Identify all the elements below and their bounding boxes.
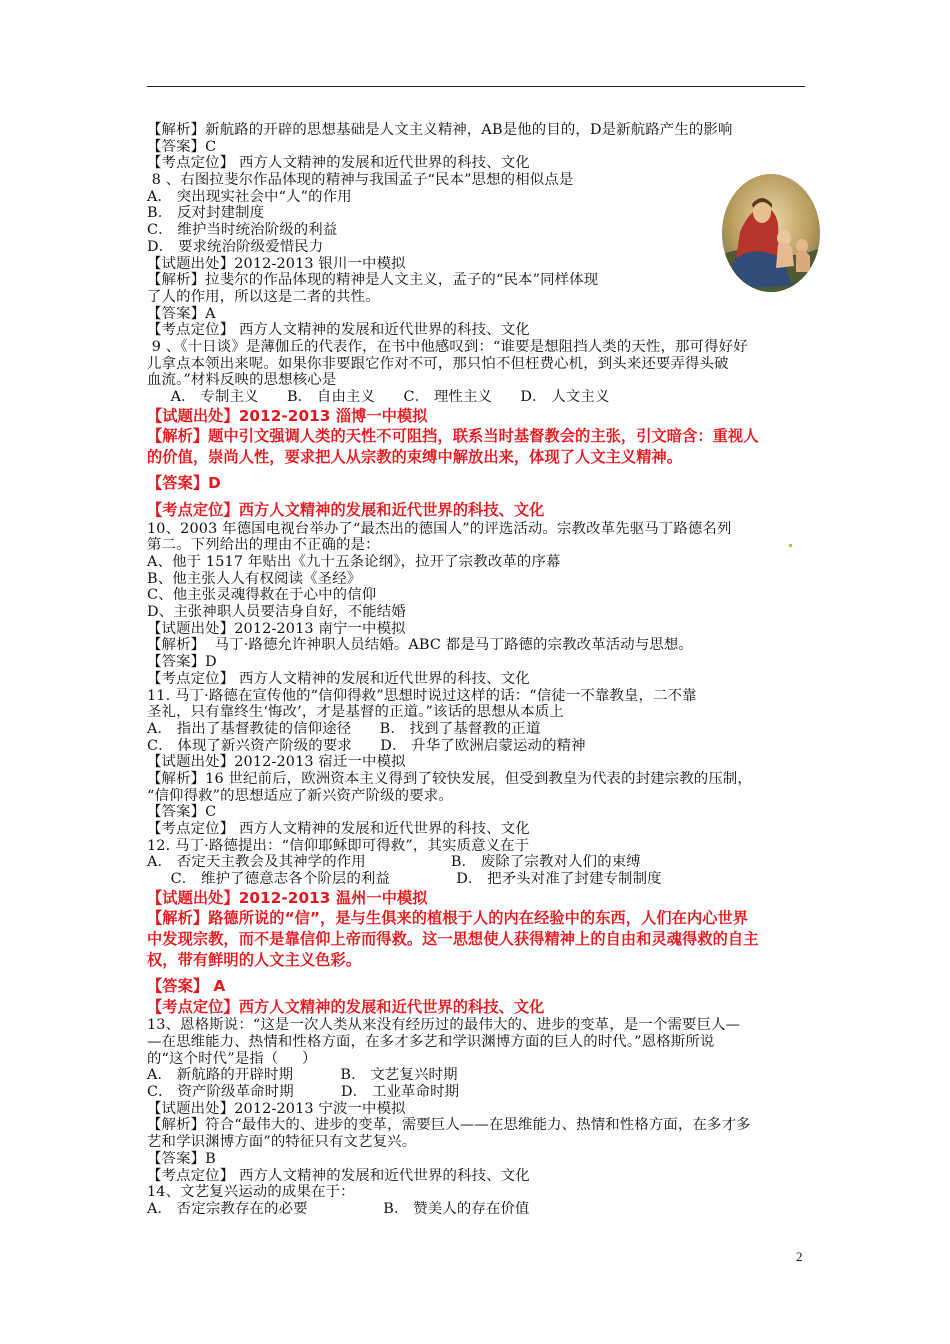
text-line: B、他主张人人有权阅读《圣经》 — [147, 570, 362, 587]
highlighted-line: 【试题出处】2012-2013 淄博一中模拟 — [147, 406, 428, 425]
text-line: C． 体现了新兴资产阶级的要求 D． 升华了欧洲启蒙运动的精神 — [147, 737, 586, 754]
text-line: C． 维护了德意志各个阶层的利益 D． 把矛头对准了封建专制制度 — [147, 871, 662, 888]
text-line: 【答案】C — [147, 804, 217, 821]
document-body — [147, 122, 815, 1218]
text-line: 儿拿点本领出来呢。如果你非要跟它作对不可，那只怕不但枉费心机，到头来还要弄得头破 — [147, 355, 729, 372]
text-line: C、他主张灵魂得救在于心中的信仰 — [147, 587, 377, 604]
text-line: A、他于 1517 年贴出《九十五条论纲》，拉开了宗教改革的序幕 — [147, 554, 561, 571]
text-line: 的“这个时代”是指（ ） — [147, 1050, 317, 1067]
text-line: 血流。”材料反映的思想核心是 — [147, 372, 337, 389]
text-line: 【答案】C — [147, 138, 217, 155]
text-line: 【试题出处】2012-2013 南宁一中模拟 — [147, 620, 406, 637]
text-line: 【解析】新航路的开辟的思想基础是人文主义精神，AB是他的目的，D是新航路产生的影响 — [147, 122, 733, 138]
text-line: B． 反对封建制度 — [147, 205, 265, 222]
text-line: 艺和学识渊博方面”的特征只有文艺复兴。 — [147, 1134, 417, 1151]
text-line: 【解析】符合“最伟大的、进步的变革，需要巨人——在思维能力、热情和性格方面，在多才多 — [147, 1117, 751, 1134]
text-line: 【解析】16 世纪前后，欧洲资本主义得到了较快发展，但受到教皇为代表的封建宗教的压制， — [147, 770, 752, 787]
text-line: D． 要求统治阶级爱惜民力 — [147, 238, 324, 255]
text-line: 【试题出处】2012-2013 宁波一中模拟 — [147, 1100, 406, 1117]
text-line: 【答案】A — [147, 305, 216, 322]
text-line: 圣礼，只有靠终生‘悔改’，才是基督的正道。”该话的思想从本质上 — [147, 704, 564, 721]
text-line: 【试题出处】2012-2013 宿迁一中模拟 — [147, 754, 406, 771]
highlighted-line: 【答案】 A — [147, 977, 226, 996]
text-line: 8 、右图拉斐尔作品体现的精神与我国孟子“民本”思想的相似点是 — [147, 172, 574, 189]
text-line: 【答案】B — [147, 1150, 216, 1167]
text-line: A． 指出了基督教徒的信仰途径 B． 找到了基督教的正道 — [147, 720, 541, 737]
text-line: 14、文艺复兴运动的成果在于： — [147, 1184, 355, 1201]
text-line: “信仰得救”的思想适应了新兴资产阶级的要求。 — [147, 787, 453, 804]
text-line: C． 维护当时统治阶级的利益 — [147, 222, 338, 239]
text-line: A． 否定天主教会及其神学的作用 B． 废除了宗教对人们的束缚 — [147, 854, 641, 871]
text-line: A． 专制主义 B． 自由主义 C． 理性主义 D． 人文主义 — [147, 389, 610, 405]
highlighted-line: 【解析】路德所说的“信”，是与生俱来的植根于人的内在经验中的东西，人们在内心世界 — [147, 909, 749, 928]
text-line: 10、2003 年德国电视台举办了“最杰出的德国人”的评选活动。宗教改革先驱马丁路德名列 — [147, 520, 732, 537]
highlighted-line: 【考点定位】西方人文精神的发展和近代世界的科技、文化 — [147, 501, 545, 520]
highlighted-line: 中发现宗教，而不是靠信仰上帝而得救。这一思想使人获得精神上的自由和灵魂得救的自主 — [147, 929, 759, 948]
text-line: 第二。下列给出的理由不正确的是： — [147, 537, 380, 554]
text-line: 【解析】拉斐尔的作品体现的精神是人文主义，孟子的“民本”同样体现 — [147, 272, 599, 289]
header-rule — [147, 86, 805, 87]
text-line: 【考点定位】 西方人文精神的发展和近代世界的科技、文化 — [147, 821, 530, 838]
text-line: 11. 马丁·路德在宣传他的“信仰得救”思想时说过这样的话：“信徒一不靠教皇，二不靠 — [147, 687, 697, 704]
highlighted-line: 【答案】D — [147, 474, 221, 493]
text-line: A． 突出现实社会中“人”的作用 — [147, 188, 352, 205]
text-line: A． 否定宗教存在的必要 B． 赞美人的存在价值 — [147, 1200, 530, 1217]
highlighted-line: 的价值，崇尚人性，要求把人从宗教的束缚中解放出来，体现了人文主义精神。 — [147, 447, 683, 466]
highlighted-line: 权，带有鲜明的人文主义色彩。 — [147, 950, 362, 969]
text-line: 了人的作用，所以这是二者的共性。 — [147, 288, 380, 305]
text-line: 【试题出处】2012-2013 银川一中模拟 — [147, 255, 406, 272]
text-line: 【答案】D — [147, 654, 217, 671]
text-line: 【考点定位】 西方人文精神的发展和近代世界的科技、文化 — [147, 322, 530, 339]
text-line: 13、恩格斯说：“这是一次人类从来没有经历过的最伟大的、进步的变革，是一个需要巨人— — [147, 1017, 741, 1034]
text-line: —在思维能力、热情和性格方面，在多才多艺和学识渊博方面的巨人的时代。”恩格斯所说 — [147, 1034, 715, 1051]
text-line: 12. 马丁·路德提出：“信仰耶稣即可得救”，其实质意义在于 — [147, 837, 530, 854]
text-line: C． 资产阶级革命时期 D． 工业革命时期 — [147, 1084, 460, 1101]
page-number: 2 — [796, 1249, 803, 1264]
highlighted-line: 【解析】题中引文强调人类的天性不可阻挡，联系当时基督教会的主张，引文暗含：重视人 — [147, 427, 759, 446]
highlighted-line: 【试题出处】2012-2013 温州一中模拟 — [147, 888, 428, 907]
text-line: 9 、《十日谈》是薄伽丘的代表作，在书中他感叹到：“谁要是想阻挡人类的天性，那可得好好 — [147, 338, 748, 355]
text-line: D、主张神职人员要洁身自好，不能结婚 — [147, 604, 406, 621]
text-line: 【考点定位】 西方人文精神的发展和近代世界的科技、文化 — [147, 670, 530, 687]
text-line: A． 新航路的开辟时期 B． 文艺复兴时期 — [147, 1067, 458, 1084]
text-line: 【考点定位】 西方人文精神的发展和近代世界的科技、文化 — [147, 155, 530, 172]
text-line: 【解析】 马丁·路德允许神职人员结婚。ABC 都是马丁路德的宗教改革活动与思想。 — [147, 637, 693, 654]
highlighted-line: 【考点定位】西方人文精神的发展和近代世界的科技、文化 — [147, 997, 545, 1016]
text-line: 【考点定位】 西方人文精神的发展和近代世界的科技、文化 — [147, 1167, 530, 1184]
